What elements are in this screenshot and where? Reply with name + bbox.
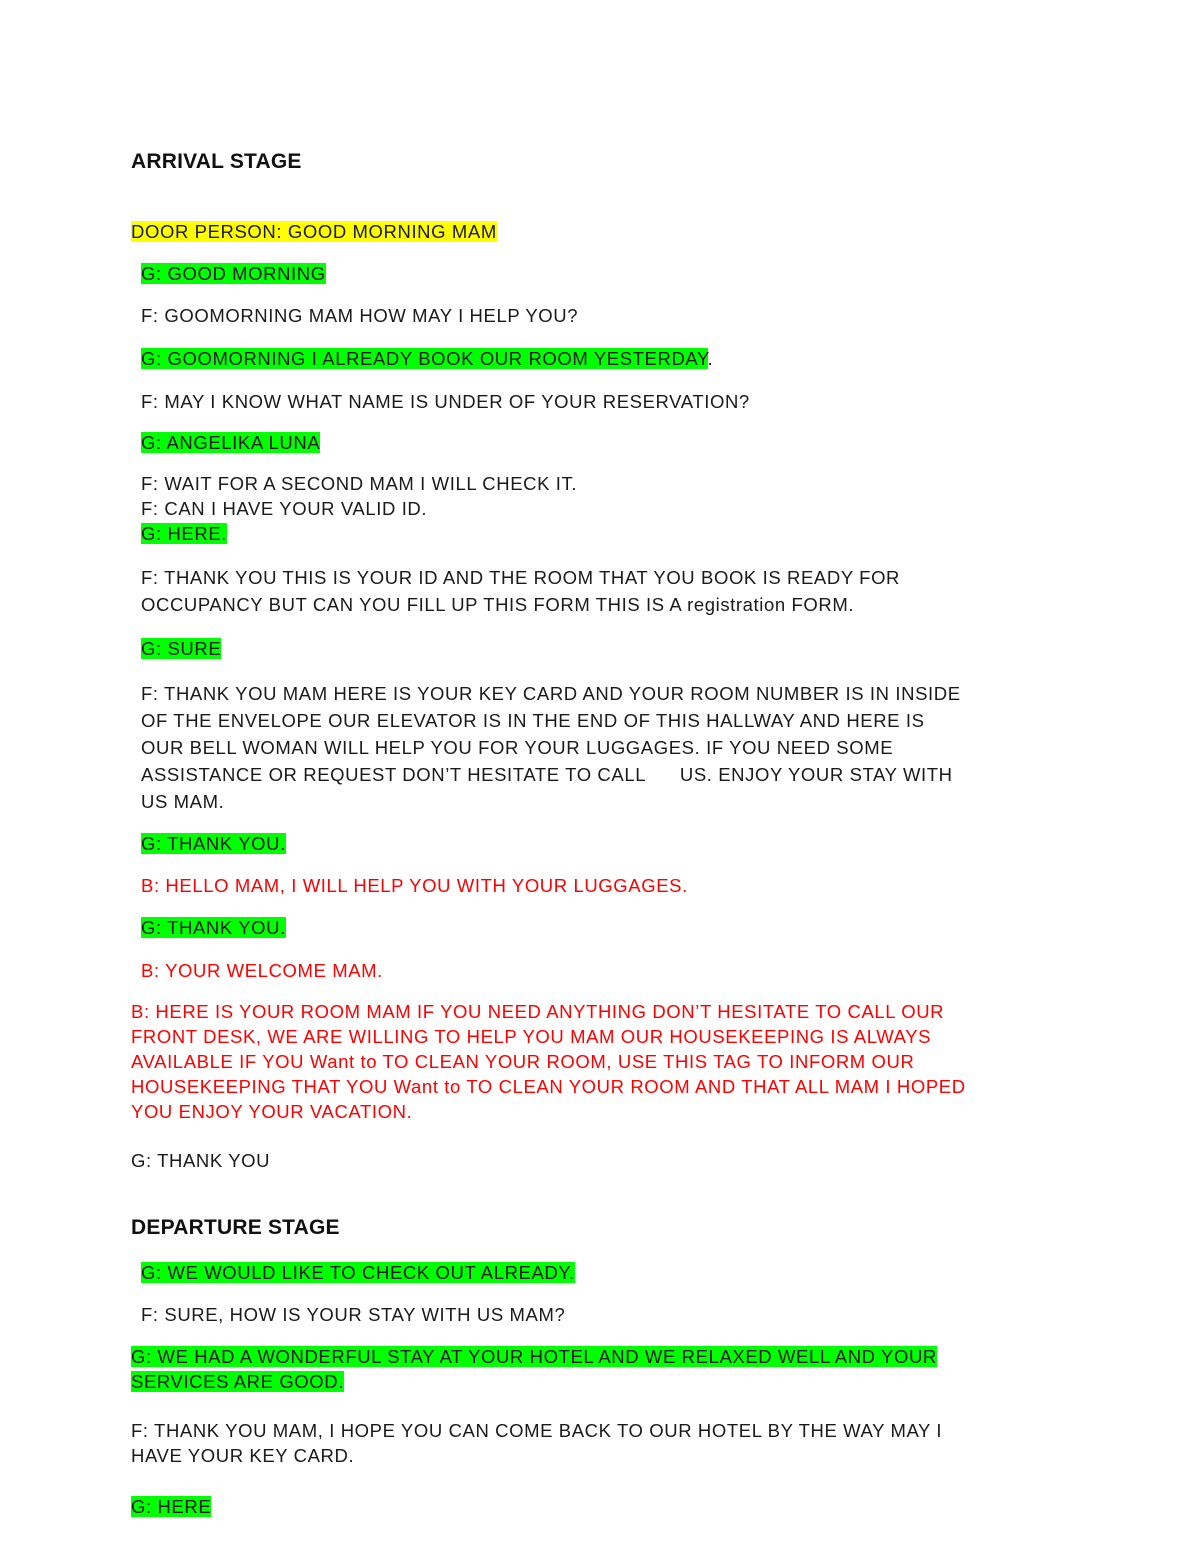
front-desk-line: F: WAIT FOR A SECOND MAM I WILL CHECK IT. F: CAN I HAVE YOUR VALID ID. G: HERE. (141, 473, 578, 544)
front-desk-line: F: THANK YOU MAM, I HOPE YOU CAN COME BACK TO OUR HOTEL BY THE WAY MAY I HAVE YOUR KEY CARD. (131, 1420, 943, 1466)
guest-line: G: GOOMORNING I ALREADY BOOK OUR ROOM YESTERDAY. (141, 348, 714, 369)
bell-woman-line: B: HERE IS YOUR ROOM MAM IF YOU NEED ANYTHING DON’T HESITATE TO CALL OUR FRONT DESK, WE ARE WILLING TO HELP YOU MAM OUR HOUSEKEEPING IS ALWAYS AVAILABLE IF YOU Want to TO CLEAN YOUR ROOM, USE THIS TAG TO INFORM OUR HOUSEKEEPING THAT YOU Want to TO CLEAN YOUR ROOM AND THAT ALL MAM I HOPED YOU ENJOY YOUR VACATION. (131, 1001, 966, 1122)
guest-line: G: THANK YOU. (141, 833, 286, 854)
bell-woman-line: B: HELLO MAM, I WILL HELP YOU WITH YOUR LUGGAGES. (141, 875, 688, 896)
guest-line: G: WE WOULD LIKE TO CHECK OUT ALREADY. (141, 1262, 575, 1283)
door-person-line: DOOR PERSON: GOOD MORNING MAM (131, 221, 497, 242)
front-desk-line: F: SURE, HOW IS YOUR STAY WITH US MAM? (141, 1304, 566, 1325)
guest-line: G: THANK YOU (131, 1150, 271, 1171)
front-desk-line: F: THANK YOU MAM HERE IS YOUR KEY CARD AND YOUR ROOM NUMBER IS IN INSIDE OF THE ENVELOPE OUR ELEVATOR IS IN THE END OF THIS HALLWAY AND HERE IS OUR BELL WOMAN WILL HELP YOU FOR YOUR LUGGAGES. IF YOU NEED SOME ASSISTANCE OR REQUEST DON’T HESITATE TO CALL US. ENJOY YOUR STAY WITH US MAM. (141, 683, 961, 812)
guest-line: G: GOOD MORNING (141, 263, 326, 284)
bell-woman-line: B: YOUR WELCOME MAM. (141, 960, 383, 981)
departure-heading: DEPARTURE STAGE (131, 1216, 340, 1239)
guest-line: G: WE HAD A WONDERFUL STAY AT YOUR HOTEL AND WE RELAXED WELL AND YOUR SERVICES ARE GOOD. (131, 1346, 937, 1392)
front-desk-line: F: GOOMORNING MAM HOW MAY I HELP YOU? (141, 305, 579, 326)
front-desk-line: F: MAY I KNOW WHAT NAME IS UNDER OF YOUR RESERVATION? (141, 391, 750, 412)
guest-line: G: SURE (141, 638, 222, 659)
guest-line: G: HERE (131, 1496, 212, 1517)
guest-line: G: THANK YOU. (141, 917, 286, 938)
guest-line: G: ANGELIKA LUNA (141, 432, 321, 453)
front-desk-line: F: THANK YOU THIS IS YOUR ID AND THE ROOM THAT YOU BOOK IS READY FOR OCCUPANCY BUT CAN YOU FILL UP THIS FORM THIS IS A registration FORM. (141, 567, 901, 615)
arrival-heading: ARRIVAL STAGE (131, 150, 302, 173)
